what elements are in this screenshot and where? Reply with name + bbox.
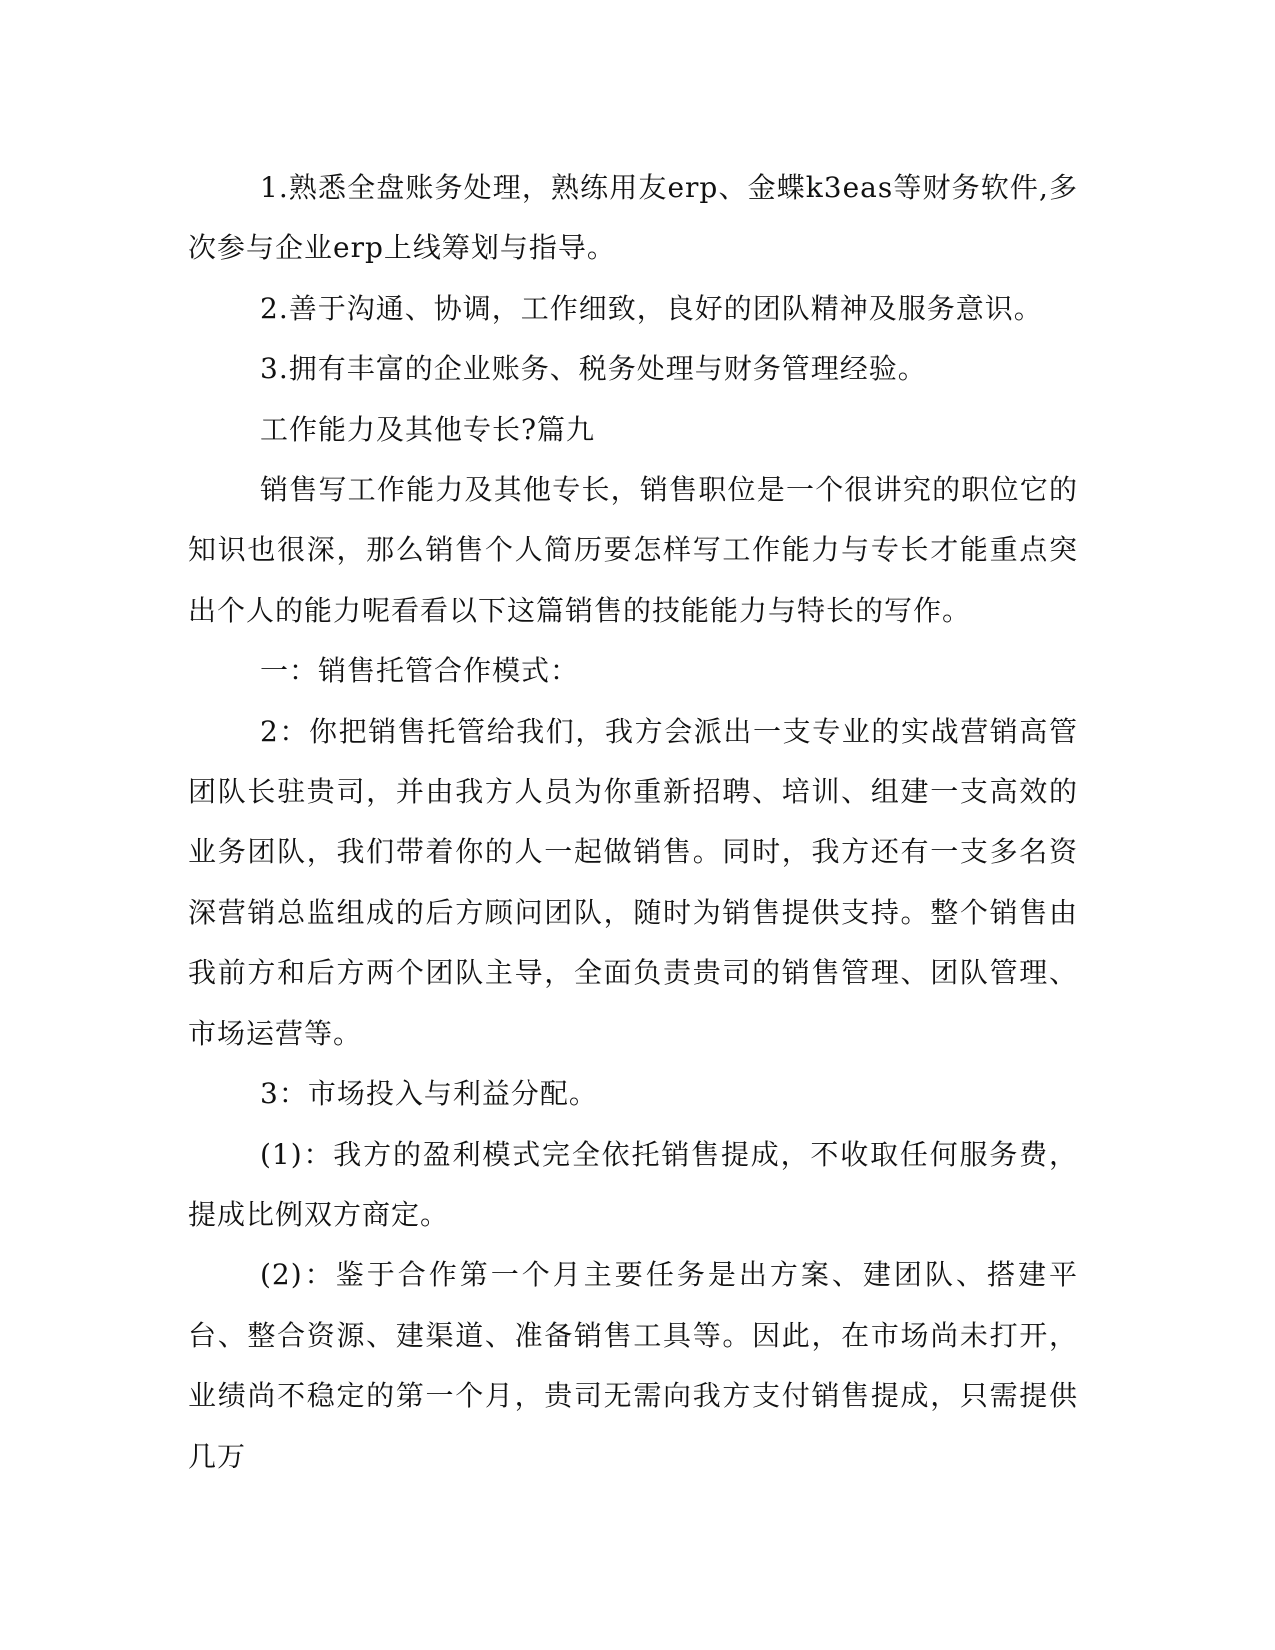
paragraph-5: 销售写工作能力及其他专长，销售职位是一个很讲究的职位它的知识也很深，那么销售个人简历要怎样写工作能力与专长才能重点突出个人的能力呢看看以下这篇销售的技能能力与特长的写作。	[188, 473, 1078, 627]
paragraph-6: 一：销售托管合作模式：	[260, 654, 580, 688]
paragraph-8: 3：市场投入与利益分配。	[260, 1077, 598, 1111]
paragraph-3: 3.拥有丰富的企业账务、税务处理与财务管理经验。	[260, 352, 927, 386]
paragraph-7: 2：你把销售托管给我们，我方会派出一支专业的实战营销高管团队长驻贵司，并由我方人员为你重新招聘、培训、组建一支高效的业务团队，我们带着你的人一起做销售。同时，我方还有一支多名资深营销总监组成的后方顾问团队，随时为销售提供支持。整个销售由我前方和后方两个团队主导，全面负责贵司的销售管理、团队管理、市场运营等。	[188, 714, 1078, 1050]
paragraph-2: 2.善于沟通、协调，工作细致，良好的团队精神及服务意识。	[260, 291, 1043, 325]
section-heading: 工作能力及其他专长?篇九	[260, 412, 596, 446]
document-body	[188, 158, 1078, 1487]
paragraph-1: 1.熟悉全盘账务处理，熟练用友erp、金蝶k3eas等财务软件,多次参与企业erp上线筹划与指导。	[188, 171, 1078, 265]
paragraph-10: (2)：鉴于合作第一个月主要任务是出方案、建团队、搭建平台、整合资源、建渠道、准备销售工具等。因此，在市场尚未打开，业绩尚不稳定的第一个月，贵司无需向我方支付销售提成，只需提供几万	[188, 1258, 1078, 1473]
paragraph-9: (1)：我方的盈利模式完全依托销售提成，不收取任何服务费，提成比例双方商定。	[188, 1137, 1078, 1231]
